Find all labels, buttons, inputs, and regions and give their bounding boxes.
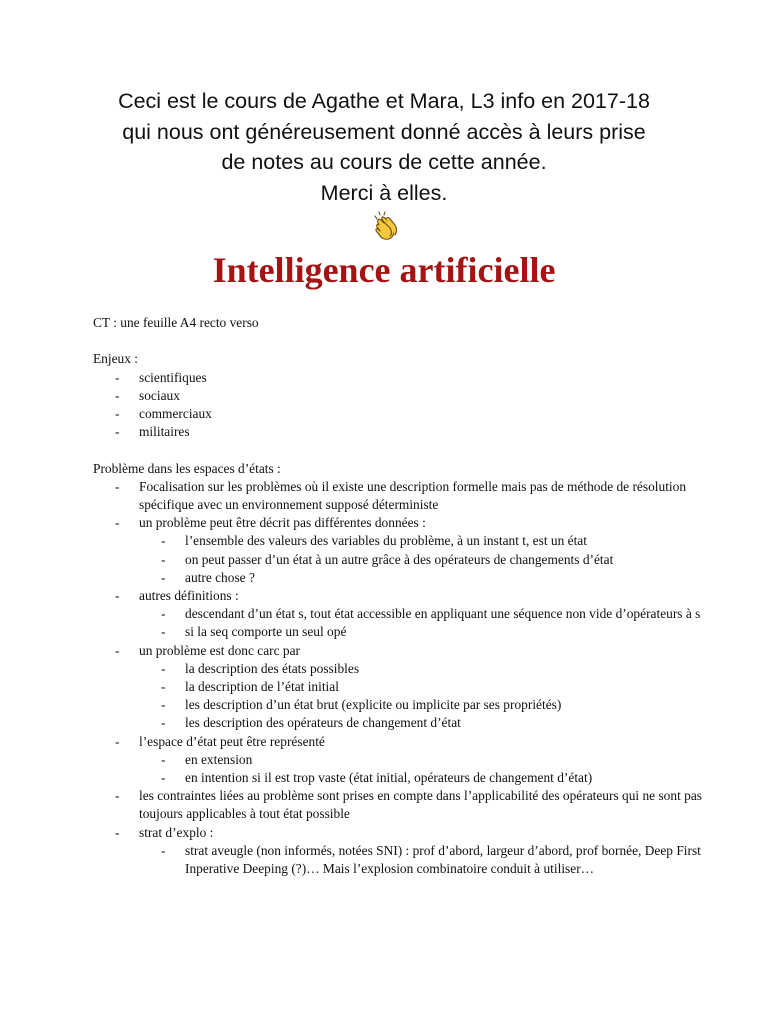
list-item: - sociaux xyxy=(115,387,180,403)
ct-line: CT : une feuille A4 recto verso xyxy=(93,315,259,330)
list-item: - scientifiques xyxy=(115,369,207,385)
sub-list-item: - les description des opérateurs de changement d’état xyxy=(161,715,461,731)
enjeux-list xyxy=(93,369,713,442)
list-item: - un problème peut être décrit pas différentes données : - l’ensemble des valeurs des variables du problème, à un instant t, est un état - on peut passer d’un état à un autre grâce à des opérateurs de changements d’état - autre chose ? xyxy=(93,514,713,587)
intro-line-4: Merci à elles. xyxy=(320,180,448,205)
list-item: - autres définitions : - descendant d’un état s, tout état accessible en appliquant une séquence non vide d’opérateurs à s - si la seq comporte un seul opé xyxy=(93,587,713,642)
sub-list xyxy=(139,751,713,787)
list-item: - un problème est donc carc par - la description des états possibles - la description de l’état initial - les description d’un état brut (explicite ou implicite par ses propriétés) - les description des opérateurs de changement d’état xyxy=(93,642,713,733)
sub-list-item: - la description des états possibles xyxy=(161,660,360,676)
intro-line-3: de notes au cours de cette année. xyxy=(221,150,547,174)
sub-list xyxy=(139,660,713,733)
sub-list xyxy=(139,842,713,878)
sub-list-item: - si la seq comporte un seul opé xyxy=(161,624,347,640)
sub-list-item: - en extension xyxy=(161,751,253,767)
probleme-list xyxy=(93,478,713,878)
clapping-hands-icon xyxy=(369,209,403,243)
document-body xyxy=(93,314,713,878)
sub-list xyxy=(139,532,713,587)
sub-list-item: - on peut passer d’un état à un autre grâce à des opérateurs de changements d’état xyxy=(161,551,614,567)
sub-list xyxy=(139,605,713,641)
list-item: - commerciaux xyxy=(115,406,212,421)
intro-line-1: Ceci est le cours de Agathe et Mara, L3 info en 2017-18 xyxy=(118,89,650,113)
sub-list-item: - la description de l’état initial xyxy=(161,679,339,695)
list-item: - les contraintes liées au problème sont prises en compte dans l’applicabilité des opérateurs qui ne sont pas toujours applicables à tout état possible xyxy=(115,788,702,822)
intro-note xyxy=(0,86,768,208)
list-item: - l’espace d’état peut être représenté - en extension - en intention si il est trop vaste (état initial, opérateurs de changement d’état) xyxy=(93,733,713,788)
enjeux-heading: Enjeux : xyxy=(93,351,138,367)
list-item: - strat d’explo : - strat aveugle (non informés, notées SNI) : prof d’abord, largeur d’abord, prof bornée, Deep First Inperative Deeping (?)… Mais l’explosion combinatoire conduit à utiliser… xyxy=(93,824,713,879)
sub-list-item: - strat aveugle (non informés, notées SNI) : prof d’abord, largeur d’abord, prof bornée, Deep First Inperative Deeping (?)… Mais l’explosion combinatoire conduit à utiliser… xyxy=(161,842,701,877)
list-item: - militaires xyxy=(115,424,190,440)
intro-line-2: qui nous ont généreusement donné accès à leurs prise xyxy=(122,119,646,144)
sub-list-item: - en intention si il est trop vaste (état initial, opérateurs de changement d’état) xyxy=(161,770,593,786)
probleme-heading: Problème dans les espaces d’états : xyxy=(93,460,281,476)
sub-list-item: - descendant d’un état s, tout état accessible en appliquant une séquence non vide d’opérateurs à s xyxy=(161,606,701,622)
page-title: Intelligence artificielle xyxy=(212,250,556,290)
sub-list-item: - autre chose ? xyxy=(161,569,255,585)
sub-list-item: - l’ensemble des valeurs des variables du problème, à un instant t, est un état xyxy=(161,533,587,549)
list-item: - Focalisation sur les problèmes où il existe une description formelle mais pas de méthode de résolution spécifique avec un environnement supposé déterministe xyxy=(115,478,687,512)
sub-list-item: - les description d’un état brut (explicite ou implicite par ses propriétés) xyxy=(161,697,562,713)
